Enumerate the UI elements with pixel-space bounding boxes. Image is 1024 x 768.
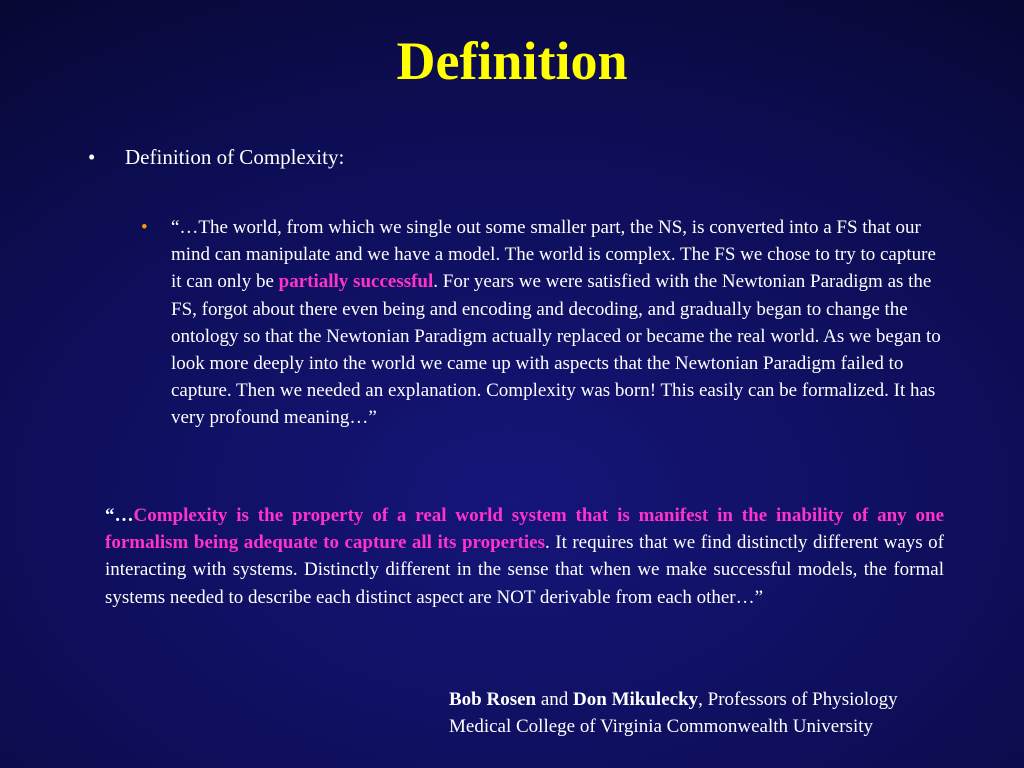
sub-bullet-text-before: “…The world, from which we single out some smaller part, the NS, is converted into a FS that our mind can manipulate and we have a model. The world is complex. The FS we chose to try to capture it can only be [171, 217, 936, 293]
attribution-institution: Medical College of Virginia Commonwealth University [449, 716, 874, 738]
bullet-definition-of-complexity [88, 143, 345, 171]
sub-bullet-dot-icon: • [141, 217, 148, 238]
quote-open-mark: “… [105, 505, 134, 526]
author-don-mikulecky: Don Mikulecky [573, 689, 699, 710]
bullet-dot-icon: • [88, 145, 96, 169]
slide-title: Definition [396, 31, 628, 91]
attribution-conjunction: and [536, 689, 574, 710]
quote-text-after: . It requires that we find distinctly different ways of interacting with systems. Distinctly different in the sense that when we make successful models, the formal systems needed to describe each distinct aspect are NOT derivable from each other…” [105, 532, 944, 608]
attribution-role: , Professors of Physiology [698, 689, 898, 710]
sub-bullet-highlight: partially successful [278, 271, 434, 293]
author-bob-rosen: Bob Rosen [449, 689, 537, 710]
bullet-text: Definition of Complexity: [125, 145, 345, 169]
complexity-definition-quote [105, 502, 944, 611]
sub-bullet-quote [141, 214, 943, 432]
sub-bullet-text-after: . For years we were satisfied with the Newtonian Paradigm as the FS, forgot about there even being and encoding and decoding, and gradually began to change the ontology so that the Newtonian Paradigm actually replaced or became the real world. As we began to look more deeply into the world we came up with aspects that the Newtonian Paradigm failed to capture. Then we needed an explanation. Complexity was born! This easily can be formalized. It has very profound meaning…” [171, 271, 941, 429]
quote-highlight: Complexity is the property of a real world system that is manifest in the inability of any one formalism being adequate to capture all its properties [105, 505, 944, 554]
attribution [449, 686, 1014, 740]
